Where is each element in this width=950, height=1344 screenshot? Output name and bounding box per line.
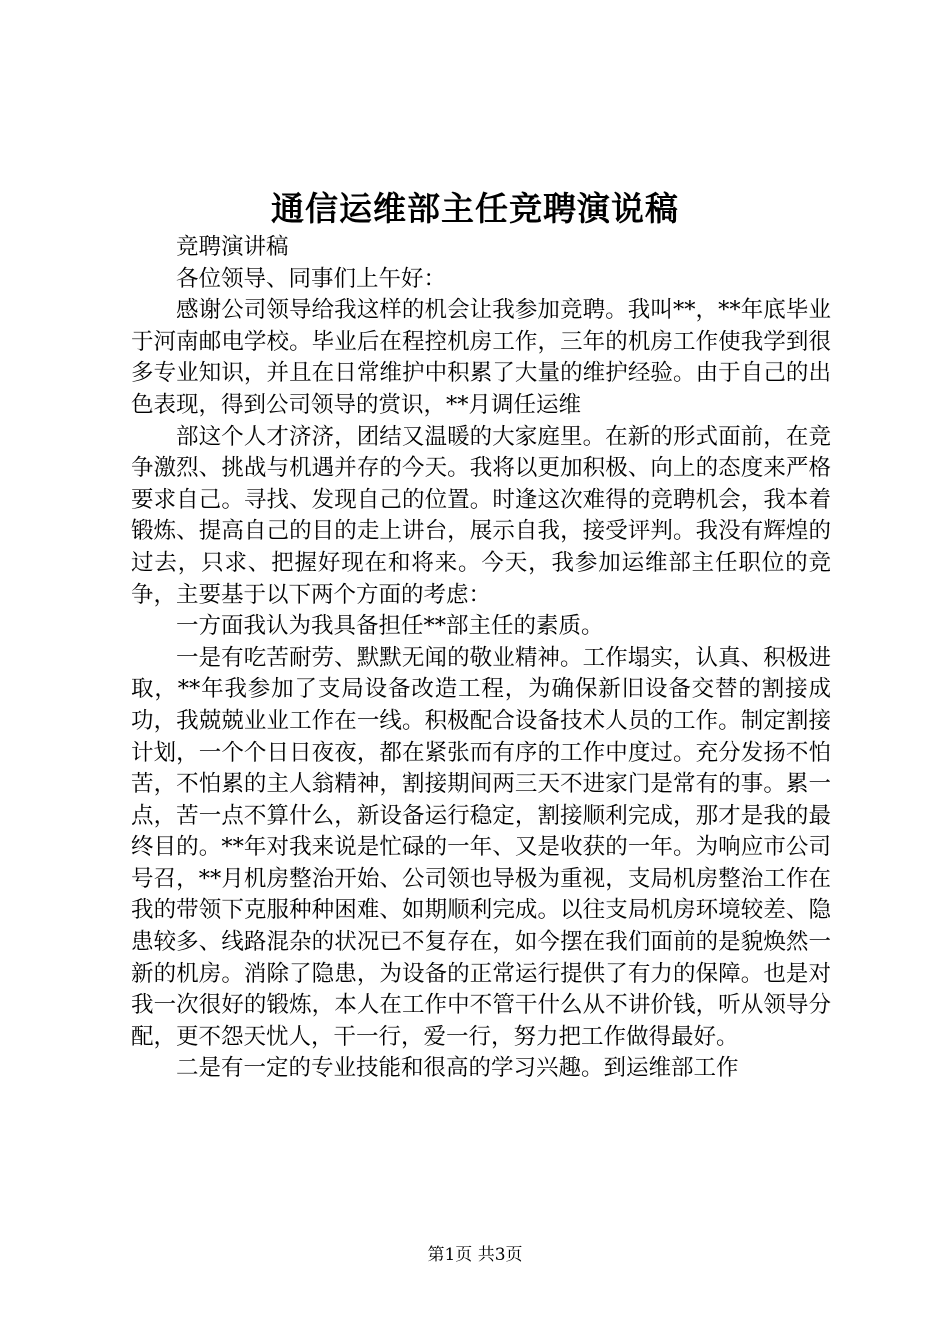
document-title: 通信运维部主任竞聘演说稿 (271, 189, 679, 228)
paragraph-6: 一是有吃苦耐劳、默默无闻的敬业精神。工作塌实，认真、积极进取，**年我参加了支局设备改造工程，为确保新旧设备交替的割接成功，我兢兢业业工作在一线。积极配合设备技术人员的工作。制定割接计划，一个个日日夜夜，都在紧张而有序的工作中度过。充分发扬不怕苦，不怕累的主人翁精神，割接期间两三天不进家门是常有的事。累一点，苦一点不算什么，新设备运行稳定，割接顺利完成，那才是我的最终目的。**年对我来说是忙碌的一年、又是收获的一年。为响应市公司号召，**月机房整治开始、公司领也导极为重视，支局机房整治工作在我的带领下克服种种困难、如期顺利完成。以往支局机房环境较差、隐患较多、线路混杂的状况已不复存在，如今摆在我们面前的是貌焕然一新的机房。消除了隐患，为设备的正常运行提供了有力的保障。也是对我一次很好的锻炼，本人在工作中不管干什么从不讲价钱，听从领导分配，更不怨天忧人，干一行，爱一行，努力把工作做得最好。 (131, 644, 831, 1050)
paragraph-4: 部这个人才济济，团结又温暖的大家庭里。在新的形式面前，在竞争激烈、挑战与机遇并存的今天。我将以更加积极、向上的态度来严格要求自己。寻找、发现自己的位置。时逢这次难得的竞聘机会，我本着锻炼、提高自己的目的走上讲台，展示自我，接受评判。我没有辉煌的过去，只求、把握好现在和将来。今天，我参加运维部主任职位的竞争，主要基于以下两个方面的考虑： (131, 423, 831, 608)
paragraph-5: 一方面我认为我具备担任**部主任的素质。 (176, 613, 604, 640)
paragraph-3: 感谢公司领导给我这样的机会让我参加竞聘。我叫**，**年底毕业于河南邮电学校。毕业后在程控机房工作，三年的机房工作使我学到很多专业知识，并且在日常维护中积累了大量的维护经验。由于自己的出色表现，得到公司领导的赏识，**月调任运维 (131, 297, 831, 418)
document-body (131, 232, 831, 1085)
paragraph-7: 二是有一定的专业技能和很高的学习兴趣。到运维部工作 (176, 1055, 739, 1082)
paragraph-1: 竞聘演讲稿 (176, 234, 289, 260)
page-footer: 第1页 共3页 (427, 1245, 523, 1265)
paragraph-2: 各位领导、同事们上午好： (176, 265, 447, 292)
